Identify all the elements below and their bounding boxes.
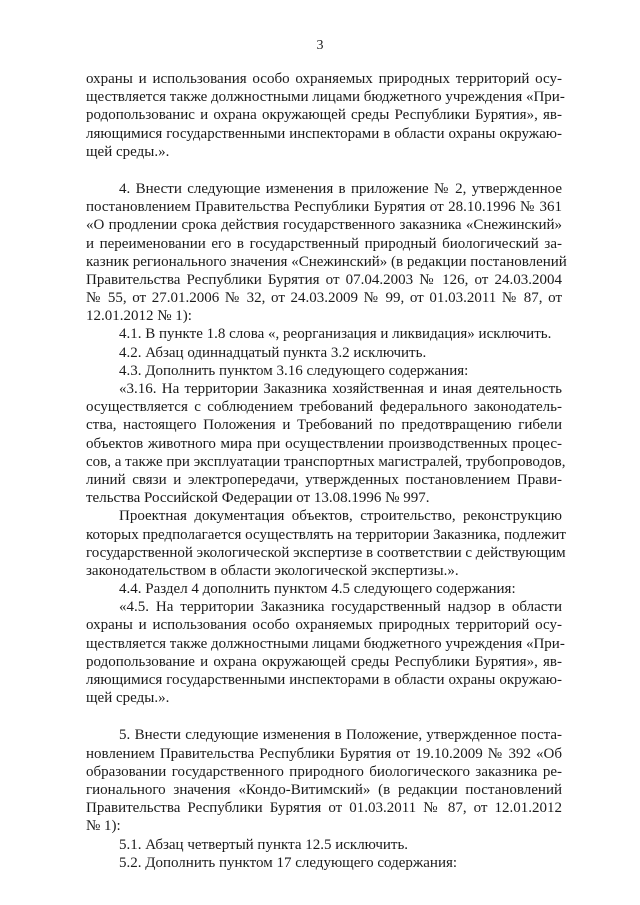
paragraph-p12 <box>86 854 562 872</box>
paragraph-p4 <box>86 344 562 362</box>
text-line: осуществляется с соблюдением требований федерального законодатель- <box>86 399 562 416</box>
text-line: 4.1. В пункте 1.8 слова «, реорганизация и ликвидация» исключить. <box>119 326 552 343</box>
text-line: объектов животного мира при осуществлении производственных процес- <box>86 435 562 452</box>
text-line: 5.1. Абзац четвертый пункта 12.5 исключить. <box>119 836 409 853</box>
paragraph-p2 <box>86 180 567 326</box>
text-line: которых предполагается осуществлять на территории Заказника, подлежит <box>86 526 566 543</box>
text-line: ства, настоящего Положения и Требований по предотвращению гибели <box>86 417 562 434</box>
text-line: ществляется также должностными лицами бюджетного учреждения «При- <box>86 89 565 106</box>
text-line: ществляется также должностными лицами бюджетного учреждения «При- <box>86 635 565 652</box>
text-line: линий связи и электропередачи, утвержденных постановлением Прави- <box>86 471 562 488</box>
text-line: «4.5. На территории Заказника государственный надзор в области <box>119 599 562 616</box>
text-line: 12.01.2012 № 1): <box>86 308 192 325</box>
text-line: Правительства Республики Бурятия от 01.03.2011 № 87, от 12.01.2012 <box>86 800 562 817</box>
text-line: 4.3. Дополнить пунктом 3.16 следующего содержания: <box>119 362 469 379</box>
text-line: 5. Внести следующие изменения в Положение, утвержденное поста- <box>119 727 562 744</box>
text-line: гионального значения «Кондо-Витимский» (в редакции постановлений <box>86 781 562 798</box>
paragraph-p9 <box>86 598 565 707</box>
text-line: и переименовании его в государственный природный биологический за- <box>86 235 562 252</box>
paragraph-spacer <box>86 707 562 726</box>
text-line: родопользованис и охрана окружающей среды Республики Бурятия», яв- <box>86 107 562 124</box>
text-line: 4.4. Раздел 4 дополнить пунктом 4.5 следующего содержания: <box>119 581 516 598</box>
text-line: № 1): <box>86 818 121 835</box>
text-line: 5.2. Дополнить пунктом 17 следующего содержания: <box>119 854 458 871</box>
text-line: 4. Внести следующие изменения в приложение № 2, утвержденное <box>119 180 562 197</box>
text-line: ляющимися государственными инспекторами в области охраны окружаю- <box>86 672 562 688</box>
page-number: 3 <box>316 38 324 53</box>
paragraph-p8 <box>86 580 562 598</box>
text-line: родопользование и охрана окружающей среды Республики Бурятия», яв- <box>86 653 562 670</box>
paragraph-p6 <box>86 380 566 507</box>
text-line: щей среды.». <box>86 143 170 160</box>
text-line: новлением Правительства Республики Бурятия от 19.10.2009 № 392 «Об <box>86 745 562 762</box>
text-line: «О продлении срока действия государственного заказника «Снежинский» <box>86 217 562 234</box>
paragraph-p7 <box>86 507 566 580</box>
paragraph-p1 <box>86 70 565 161</box>
text-line: охраны и использования особо охраняемых природных территорий осу- <box>86 71 562 87</box>
text-line: щей среды.». <box>86 690 170 707</box>
paragraph-spacer <box>86 161 562 180</box>
paragraph-p10 <box>86 726 562 835</box>
text-line: Правительства Республики Бурятия от 07.04.2003 № 126, от 24.03.2004 <box>86 271 562 288</box>
paragraph-p3 <box>86 325 562 343</box>
paragraph-p11 <box>86 836 562 854</box>
text-line: 4.2. Абзац одиннадцатый пункта 3.2 исключить. <box>119 344 427 361</box>
text-line: образовании государственного природного биологического заказника ре- <box>86 763 562 780</box>
document-body <box>86 70 567 872</box>
text-line: ляющимися государственными инспекторами в области охраны окружаю- <box>86 125 562 142</box>
text-line: законодательством в области экологической экспертизы.». <box>86 562 459 579</box>
text-line: сов, а также при эксплуатации транспортных магистралей, трубопроводов, <box>86 453 566 470</box>
text-line: казник регионального значения «Снежинский» (в редакции постановлений <box>86 253 567 270</box>
text-line: охраны и использования особо охраняемых природных территорий осу- <box>86 617 562 634</box>
text-line: государственной экологической экспертизе в соответствии с действующим <box>86 544 566 561</box>
text-line: № 55, от 27.01.2006 № 32, от 24.03.2009 № 99, от 01.03.2011 № 87, от <box>86 290 562 307</box>
text-line: «3.16. На территории Заказника хозяйственная и иная деятельность <box>119 381 562 397</box>
paragraph-p5 <box>86 362 562 380</box>
text-line: тельства Российской Федерации от 13.08.1996 № 997. <box>86 490 430 507</box>
text-line: Проектная документация объектов, строительство, реконструкцию <box>119 508 562 525</box>
text-line: постановлением Правительства Республики Бурятия от 28.10.1996 № 361 <box>86 199 562 216</box>
